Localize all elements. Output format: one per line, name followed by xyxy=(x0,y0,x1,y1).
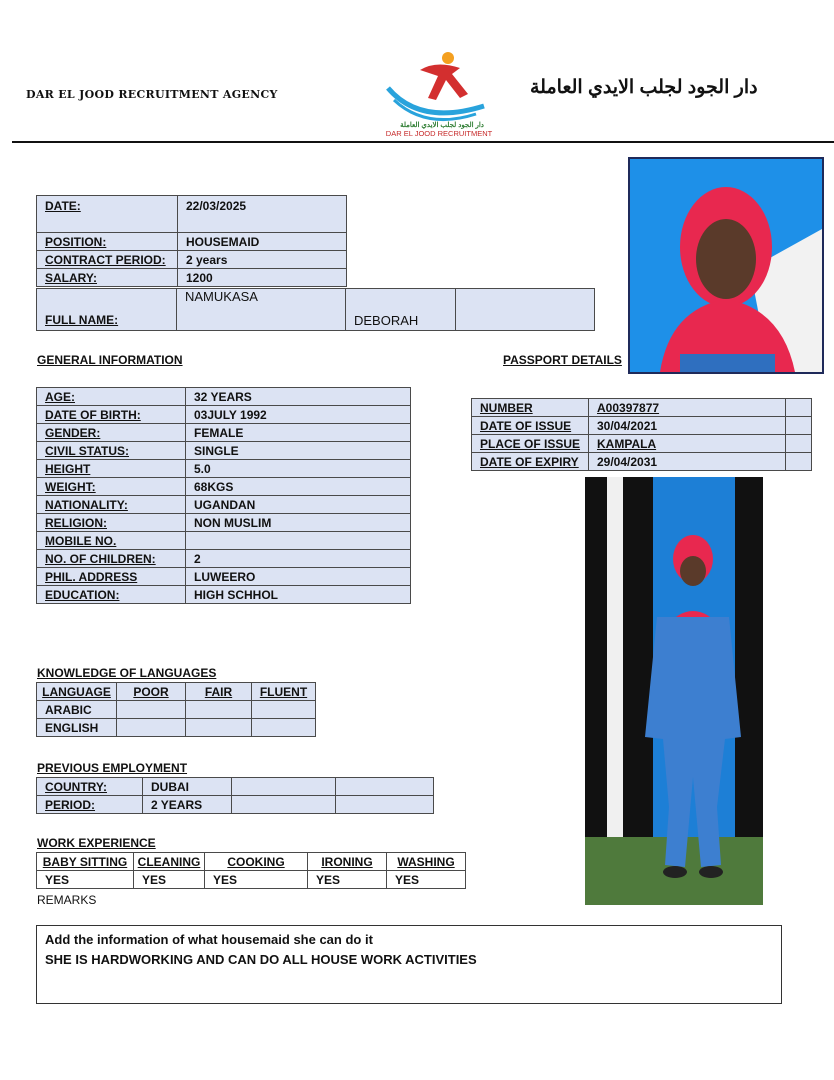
language-level-cell xyxy=(117,701,186,719)
passport-date-of-issue-value: 30/04/2021 xyxy=(589,417,786,435)
general-info-row xyxy=(37,586,411,604)
language-row xyxy=(37,719,316,737)
full-name-table xyxy=(36,288,595,331)
work-header-baby-sitting: BABY SITTING xyxy=(37,853,134,871)
general-info-row xyxy=(37,532,411,550)
phil-address-label: PHIL. ADDRESS xyxy=(37,568,186,586)
nationality-value: UGANDAN xyxy=(186,496,411,514)
civil-status-label: CIVIL STATUS: xyxy=(37,442,186,460)
remarks-label: REMARKS xyxy=(37,893,97,907)
first-name: NAMUKASA xyxy=(177,289,346,331)
full-body-photo xyxy=(585,477,763,905)
general-info-row xyxy=(37,424,411,442)
position-label: POSITION: xyxy=(37,233,178,251)
country-label: COUNTRY: xyxy=(37,778,143,796)
gender-label: GENDER: xyxy=(37,424,186,442)
work-experience-title: WORK EXPERIENCE xyxy=(37,836,156,850)
nationality-label: NATIONALITY: xyxy=(37,496,186,514)
civil-status-value: SINGLE xyxy=(186,442,411,460)
salary-label: SALARY: xyxy=(37,269,178,287)
age-value: 32 YEARS xyxy=(186,388,411,406)
period-label: PERIOD: xyxy=(37,796,143,814)
date-of-birth-label: DATE OF BIRTH: xyxy=(37,406,186,424)
passport-blank-cell xyxy=(786,399,812,417)
lang-header-language: LANGUAGE xyxy=(37,683,117,701)
no-of-children-value: 2 xyxy=(186,550,411,568)
general-info-row xyxy=(37,550,411,568)
previous-employment-table xyxy=(36,777,434,814)
passport-table xyxy=(471,398,812,471)
passport-blank-cell xyxy=(786,435,812,453)
remarks-line-1: Add the information of what housemaid she can do it xyxy=(45,932,373,947)
remarks-line-2: SHE IS HARDWORKING AND CAN DO ALL HOUSE WORK ACTIVITIES xyxy=(45,952,477,967)
lang-header-fluent: FLUENT xyxy=(252,683,316,701)
height-label: HEIGHT xyxy=(37,460,186,478)
general-info-row xyxy=(37,514,411,532)
lang-header-poor: POOR xyxy=(117,683,186,701)
language-level-cell xyxy=(252,701,316,719)
remarks-box xyxy=(36,925,782,1004)
language-english: ENGLISH xyxy=(37,719,117,737)
passport-place-of-issue-value: KAMPALA xyxy=(589,435,786,453)
contract-period-value: 2 years xyxy=(178,251,347,269)
header-divider xyxy=(12,141,834,143)
work-value-baby-sitting: YES xyxy=(37,871,134,889)
general-info-row xyxy=(37,388,411,406)
passport-title: PASSPORT DETAILS xyxy=(503,353,622,367)
contract-period-label: CONTRACT PERIOD: xyxy=(37,251,178,269)
general-info-row xyxy=(37,442,411,460)
date-value: 22/03/2025 xyxy=(178,196,347,233)
education-label: EDUCATION: xyxy=(37,586,186,604)
religion-label: RELIGION: xyxy=(37,514,186,532)
work-value-cleaning: YES xyxy=(134,871,205,889)
passport-number-value: A00397877 xyxy=(589,399,786,417)
general-info-title: GENERAL INFORMATION xyxy=(37,353,183,367)
language-level-cell xyxy=(252,719,316,737)
mobile-no-value xyxy=(186,532,411,550)
period-blank-1 xyxy=(232,796,336,814)
position-value: HOUSEMAID xyxy=(178,233,347,251)
language-level-cell xyxy=(186,719,252,737)
full-name-label: FULL NAME: xyxy=(37,289,177,331)
work-header-cooking: COOKING xyxy=(205,853,308,871)
passport-place-of-issue-label: PLACE OF ISSUE xyxy=(472,435,589,453)
height-value: 5.0 xyxy=(186,460,411,478)
work-value-washing: YES xyxy=(387,871,466,889)
agency-name-ar: دار الجود لجلب الايدي العاملة xyxy=(530,77,758,98)
religion-value: NON MUSLIM xyxy=(186,514,411,532)
work-values-row xyxy=(37,871,466,889)
passport-date-of-issue-label: DATE OF ISSUE xyxy=(472,417,589,435)
no-of-children-label: NO. OF CHILDREN: xyxy=(37,550,186,568)
mobile-no-label: MOBILE NO. xyxy=(37,532,186,550)
passport-number-label: NUMBER xyxy=(472,399,589,417)
country-blank-1 xyxy=(232,778,336,796)
salary-value: 1200 xyxy=(178,269,347,287)
general-info-row xyxy=(37,568,411,586)
general-info-row xyxy=(37,496,411,514)
logo-text-en: DAR EL JOOD RECRUITMENT xyxy=(385,129,493,138)
date-of-birth-value: 03JULY 1992 xyxy=(186,406,411,424)
date-label: DATE: xyxy=(37,196,178,233)
passport-date-of-expiry-label: DATE OF EXPIRY xyxy=(472,453,589,471)
weight-label: WEIGHT: xyxy=(37,478,186,496)
passport-row xyxy=(472,399,812,417)
passport-row xyxy=(472,417,812,435)
work-experience-table xyxy=(36,852,466,889)
gender-value: FEMALE xyxy=(186,424,411,442)
languages-header-row xyxy=(37,683,316,701)
passport-row xyxy=(472,435,812,453)
work-header-cleaning: CLEANING xyxy=(134,853,205,871)
last-name: DEBORAH xyxy=(346,289,456,331)
country-blank-2 xyxy=(336,778,434,796)
weight-value: 68KGS xyxy=(186,478,411,496)
passport-date-of-expiry-value: 29/04/2031 xyxy=(589,453,786,471)
country-value: DUBAI xyxy=(143,778,232,796)
passport-row xyxy=(472,453,812,471)
full-body-photo-icon xyxy=(585,477,763,905)
education-value: HIGH SCHHOL xyxy=(186,586,411,604)
work-value-cooking: YES xyxy=(205,871,308,889)
general-info-row xyxy=(37,406,411,424)
language-level-cell xyxy=(117,719,186,737)
general-info-row xyxy=(37,460,411,478)
language-level-cell xyxy=(186,701,252,719)
previous-employment-title: PREVIOUS EMPLOYMENT xyxy=(37,761,188,775)
passport-blank-cell xyxy=(786,417,812,435)
work-header-washing: WASHING xyxy=(387,853,466,871)
languages-table xyxy=(36,682,316,737)
period-blank-2 xyxy=(336,796,434,814)
work-value-ironing: YES xyxy=(308,871,387,889)
work-header-ironing: IRONING xyxy=(308,853,387,871)
phil-address-value: LUWEERO xyxy=(186,568,411,586)
passport-blank-cell xyxy=(786,453,812,471)
logo-text-ar: دار الجود لجلب الايدي العاملة xyxy=(400,122,484,129)
period-value: 2 YEARS xyxy=(143,796,232,814)
job-details-table xyxy=(36,195,347,287)
language-row xyxy=(37,701,316,719)
work-header-row xyxy=(37,853,466,871)
general-info-table xyxy=(36,387,411,604)
agency-name-en: DAR EL JOOD RECRUITMENT AGENCY xyxy=(26,88,278,101)
portrait-photo-icon xyxy=(630,159,822,372)
languages-title: KNOWLEDGE OF LANGUAGES xyxy=(37,666,217,680)
age-label: AGE: xyxy=(37,388,186,406)
lang-header-fair: FAIR xyxy=(186,683,252,701)
general-info-row xyxy=(37,478,411,496)
portrait-photo xyxy=(628,157,824,374)
language-arabic: ARABIC xyxy=(37,701,117,719)
full-name-blank xyxy=(456,289,595,331)
